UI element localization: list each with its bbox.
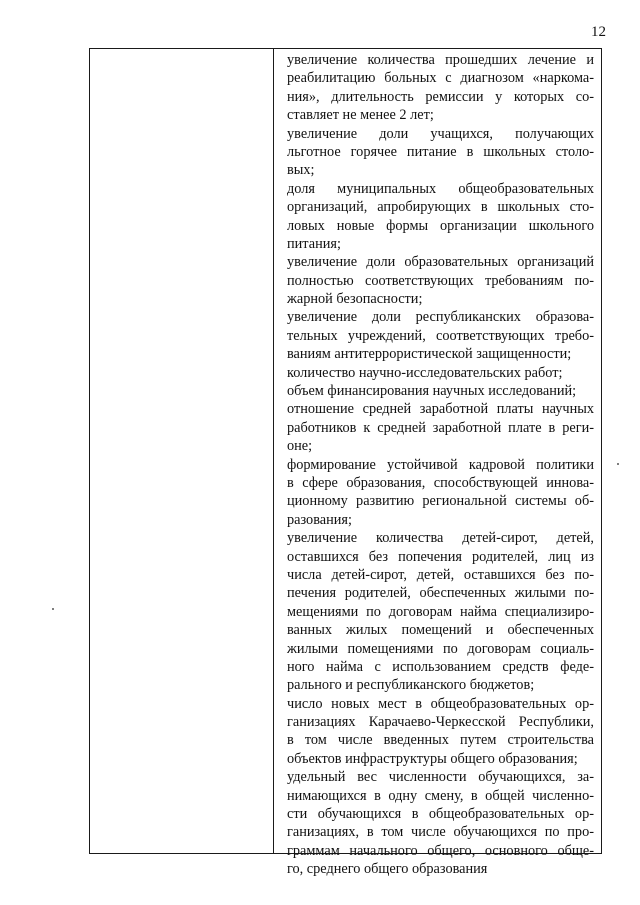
text-line: жилыми помещениями по договорам социаль- bbox=[287, 640, 594, 657]
text-line: увеличение доли республиканских образова- bbox=[287, 309, 594, 326]
text-line: увеличение доли образовательных организаций bbox=[287, 254, 594, 271]
text-line: в том числе введенных путем строительства bbox=[287, 732, 594, 749]
text-line: работников к средней заработной плате в реги- bbox=[287, 419, 594, 436]
text-line: увеличение количества прошедших лечение и bbox=[287, 52, 594, 68]
text-line: организаций, апробирующих в школьных сто- bbox=[287, 199, 594, 216]
text-line: ваниям антитеррористической защищенности; bbox=[287, 346, 572, 363]
text-line: вых; bbox=[287, 162, 315, 179]
text-line: ния», длительность ремиссии у которых со- bbox=[287, 88, 594, 105]
scan-speck bbox=[52, 608, 54, 610]
indicator-paragraph bbox=[287, 695, 594, 769]
table-left-cell bbox=[90, 49, 274, 853]
text-line: увеличение количества детей-сирот, детей, bbox=[287, 530, 594, 547]
text-line: нимающихся в одну смену, в общей численно- bbox=[287, 787, 594, 804]
text-line: ного найма с использованием средств феде- bbox=[287, 658, 594, 675]
indicator-paragraph bbox=[287, 125, 594, 180]
text-line: питания; bbox=[287, 235, 341, 252]
text-line: увеличение доли учащихся, получающих bbox=[287, 125, 594, 142]
text-line: оставшихся без попечения родителей, лиц из bbox=[287, 548, 594, 565]
text-line: количество научно-исследовательских работ; bbox=[287, 364, 563, 381]
table-right-cell bbox=[274, 49, 601, 878]
text-line: в сфере образования, способствующей иннова- bbox=[287, 474, 594, 491]
text-line: числа детей-сирот, детей, оставшихся без по- bbox=[287, 566, 594, 583]
page-number: 12 bbox=[591, 24, 606, 40]
text-line: ганизациях, в том числе обучающихся по про- bbox=[287, 824, 594, 841]
indicator-paragraph bbox=[287, 768, 594, 878]
text-line: печения родителей, обеспеченных жилыми по- bbox=[287, 585, 594, 602]
text-line: доля муниципальных общеобразовательных bbox=[287, 180, 594, 197]
text-line: жарной безопасности; bbox=[287, 291, 423, 308]
indicator-paragraph bbox=[287, 180, 594, 254]
text-line: рального и республиканского бюджетов; bbox=[287, 677, 535, 694]
indicator-paragraph bbox=[287, 364, 594, 382]
indicator-paragraph bbox=[287, 382, 594, 400]
indicator-paragraph bbox=[287, 51, 594, 125]
indicator-paragraph bbox=[287, 308, 594, 363]
text-line: ставляет не менее 2 лет; bbox=[287, 107, 434, 124]
text-line: мещениями по договорам найма специализиро- bbox=[287, 603, 594, 620]
indicator-paragraph bbox=[287, 529, 594, 695]
text-line: число новых мест в общеобразовательных ор- bbox=[287, 695, 594, 712]
text-line: полностью соответствующих требованиям по- bbox=[287, 272, 594, 289]
text-line: удельный вес численности обучающихся, за- bbox=[287, 769, 594, 786]
text-line: льготное горячее питание в школьных столо- bbox=[287, 143, 594, 160]
text-line: сти обучающихся в общеобразовательных ор- bbox=[287, 806, 594, 823]
text-line: ловых новые формы организации школьного bbox=[287, 217, 594, 234]
text-line: формирование устойчивой кадровой политики bbox=[287, 456, 594, 473]
text-line: ванных жилых помещений и обеспеченных bbox=[287, 622, 594, 639]
indicator-paragraph bbox=[287, 253, 594, 308]
indicator-paragraph bbox=[287, 400, 594, 455]
text-line: тельных учреждений, соответствующих требо- bbox=[287, 327, 594, 344]
indicator-paragraph bbox=[287, 456, 594, 530]
text-line: го, среднего общего образования bbox=[287, 861, 488, 878]
text-line: реабилитацию больных с диагнозом «наркома- bbox=[287, 70, 594, 87]
scan-speck bbox=[617, 463, 619, 465]
text-line: отношение средней заработной платы научных bbox=[287, 401, 594, 418]
text-line: ганизациях Карачаево-Черкесской Республики, bbox=[287, 714, 594, 731]
text-line: оне; bbox=[287, 438, 313, 455]
text-line: объем финансирования научных исследований; bbox=[287, 383, 577, 400]
text-line: граммам начального общего, основного обще- bbox=[287, 842, 594, 859]
indicators-table bbox=[89, 48, 602, 878]
text-line: разования; bbox=[287, 511, 352, 528]
text-line: ционному развитию региональной системы об- bbox=[287, 493, 594, 510]
text-line: объектов инфраструктуры общего образования; bbox=[287, 750, 578, 767]
